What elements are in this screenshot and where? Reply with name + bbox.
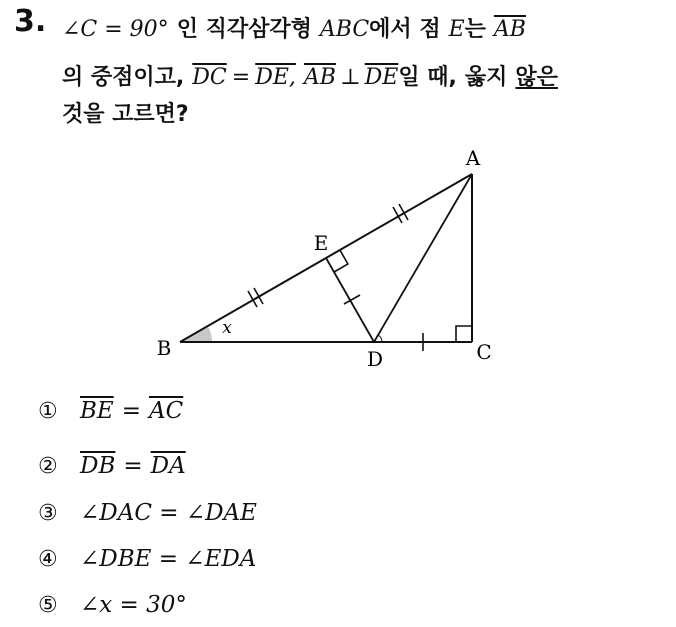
segment-ac: $\overline{AC}$	[148, 398, 184, 424]
question-line-1	[62, 12, 526, 43]
equals-sign: =	[121, 398, 141, 424]
choice-expression: ∠DBE = ∠EDA	[80, 546, 257, 572]
question-text: 인 직각삼각형	[176, 17, 312, 42]
segment-ab: $\overline{AB}$	[493, 17, 526, 42]
question-number: 3.	[14, 4, 47, 39]
segment-db: $\overline{DB}$	[80, 453, 116, 479]
choice-1[interactable]	[38, 398, 183, 424]
question-text: 것을 고르면?	[62, 102, 189, 127]
choice-expression: ∠DAC = ∠DAE	[80, 500, 257, 526]
underlined-keyword: 않은	[515, 65, 558, 90]
question-text: 옳지	[464, 65, 508, 90]
segment-de: $\overline{DE}$	[364, 65, 399, 90]
question-text: 는	[464, 17, 486, 42]
question-line-2	[62, 60, 558, 91]
choice-4[interactable]	[38, 546, 256, 572]
label-x: x	[222, 318, 232, 338]
label-d: D	[366, 347, 384, 371]
question-line-3	[62, 97, 189, 128]
perpendicular-sign: ⊥	[339, 65, 361, 90]
choice-number: ④	[38, 547, 58, 572]
equals-sign: =	[123, 453, 143, 479]
segment-de: DE,	[255, 65, 296, 90]
segment-dc: $\overline{DC}$	[192, 65, 227, 90]
choice-5[interactable]	[38, 592, 187, 618]
choice-3[interactable]	[38, 500, 257, 526]
label-a: A	[465, 146, 481, 170]
equals-sign: =	[231, 65, 251, 90]
segment-ab: $\overline{AB}$	[303, 65, 336, 90]
angle-mark-d	[378, 335, 382, 342]
segment-ad	[374, 174, 472, 342]
choice-2[interactable]	[38, 453, 186, 479]
label-c: C	[476, 340, 492, 364]
question-text: 일 때,	[398, 65, 457, 90]
choice-number: ②	[38, 454, 58, 479]
choice-number: ③	[38, 501, 58, 526]
triangle-diagram	[150, 140, 510, 380]
choice-number: ①	[38, 399, 58, 424]
question-text: 의 중점이고,	[62, 65, 185, 90]
label-b: B	[156, 336, 172, 360]
question-text: 에서 점	[369, 17, 441, 42]
angle-c-condition: ∠C = 90°	[62, 17, 169, 42]
right-angle-c	[456, 326, 472, 342]
triangle-name: ABC	[319, 17, 370, 42]
choice-number: ⑤	[38, 593, 58, 618]
segment-be: $\overline{BE}$	[80, 398, 114, 424]
label-e: E	[313, 231, 329, 255]
segment-da: $\overline{DA}$	[150, 453, 186, 479]
point-e: E	[448, 17, 465, 42]
choice-expression: ∠x = 30°	[80, 592, 187, 618]
